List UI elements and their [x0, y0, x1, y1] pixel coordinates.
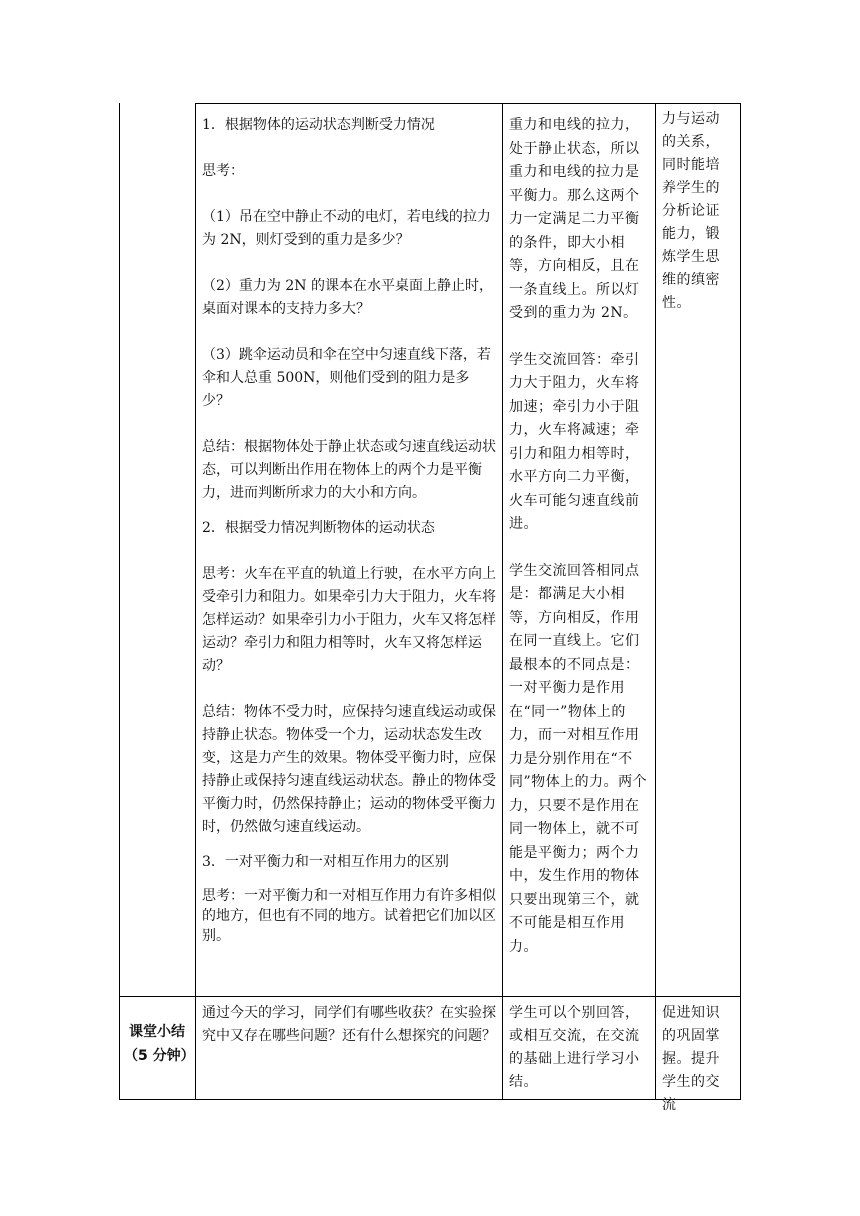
section-heading-2: 2．根据受力情况判断物体的运动状态	[202, 520, 435, 536]
table-divider-col2	[502, 103, 503, 1100]
summary-student-cell	[509, 1002, 649, 1094]
section-heading-3: 3．一对平衡力和一对相互作用力的区别	[202, 854, 449, 870]
table-border-right	[740, 103, 741, 1100]
table-divider-col1	[195, 103, 196, 1100]
student-answer-3: 学生交流回答相同点是：都满足大小相等，方向相反，作用在同一直线上。它们最根本的不同点是：一对平衡力是作用在“同一”物体上的力，而一对相互作用力是分别作用在“不同”物体上的力。两个力，只要不是作用在同一物体上，就不可能是平衡力；两个力中，发生作用的物体只要出现第三个，就不可能是相互作用力。	[509, 562, 648, 955]
teaching-content-cell	[202, 114, 496, 946]
summary-2: 总结：物体不受力时，应保持匀速直线运动或保持静止状态。物体受一个力，运动状态发生改变，这是力产生的效果。物体受平衡力时，应保持静止或保持匀速直线运动状态。静止的物体受平衡力时，仍然保持静止；运动的物体受平衡力时，仍然做匀速直线运动。	[202, 704, 496, 835]
question-2: （2）重力为 2N 的课本在水平桌面上静止时，桌面对课本的支持力多大？	[202, 278, 493, 317]
question-3: （3）跳伞运动员和伞在空中匀速直线下落，若伞和人总重 500N，则他们受到的阻力是多少？	[202, 347, 491, 409]
think-label: 思考：	[202, 163, 244, 179]
summary-intent-text: 促进知识的巩固掌握。提升学生的交流	[662, 1005, 720, 1113]
think-paragraph-3: 思考：一对平衡力和一对相互作用力有许多相似的地方，但也有不同的地方。试着把它们加以区别。	[202, 888, 496, 944]
summary-prompt: 通过今天的学习，同学们有哪些收获？在实验探究中又存在哪些问题？还有什么想探究的问题？	[202, 1005, 496, 1044]
table-border-bottom	[119, 1099, 741, 1100]
student-activity-cell	[509, 114, 649, 959]
design-intent-text: 力与运动的关系，同时能培养学生的分析论证能力，锻炼学生思维的缜密性。	[662, 111, 720, 311]
question-1: （1）吊在空中静止不动的电灯，若电线的拉力为 2N，则灯受到的重力是多少？	[202, 209, 491, 248]
summary-intent-cell	[662, 1002, 734, 1117]
stage-label: 课堂小结（5 分钟）	[124, 1024, 195, 1064]
table-border-top-segment	[195, 103, 741, 104]
student-answer-2: 学生交流回答：牵引力大于阻力，火车将加速；牵引力小于阻力，火车将减速；牵引力和阻力相等时，水平方向二力平衡，火车可能匀速直线前进。	[509, 351, 640, 532]
summary-student-text: 学生可以个别回答，或相互交流，在交流的基础上进行学习小结。	[509, 1005, 640, 1090]
table-row-divider	[119, 996, 741, 997]
design-intent-cell	[662, 108, 734, 315]
stage-label-cell	[124, 1020, 195, 1068]
table-divider-col3	[655, 103, 656, 1100]
student-answer-1: 重力和电线的拉力，处于静止状态，所以重力和电线的拉力是平衡力。那么这两个力一定满足二力平衡的条件，即大小相等，方向相反，且在一条直线上。所以灯受到的重力为 2N。	[509, 117, 640, 321]
section-heading-1: 1．根据物体的运动状态判断受力情况	[202, 117, 435, 133]
table-border-left	[119, 103, 120, 1100]
summary-prompt-cell	[202, 1002, 496, 1048]
think-paragraph-2: 思考：火车在平直的轨道上行驶，在水平方向上受牵引力和阻力。如果牵引力大于阻力，火车将怎样运动？如果牵引力小于阻力，火车又将怎样运动？牵引力和阻力相等时，火车又将怎样运动？	[202, 566, 496, 674]
summary-1: 总结：根据物体处于静止状态或匀速直线运动状态，可以判断出作用在物体上的两个力是平衡力，进而判断所求力的大小和方向。	[202, 439, 496, 501]
